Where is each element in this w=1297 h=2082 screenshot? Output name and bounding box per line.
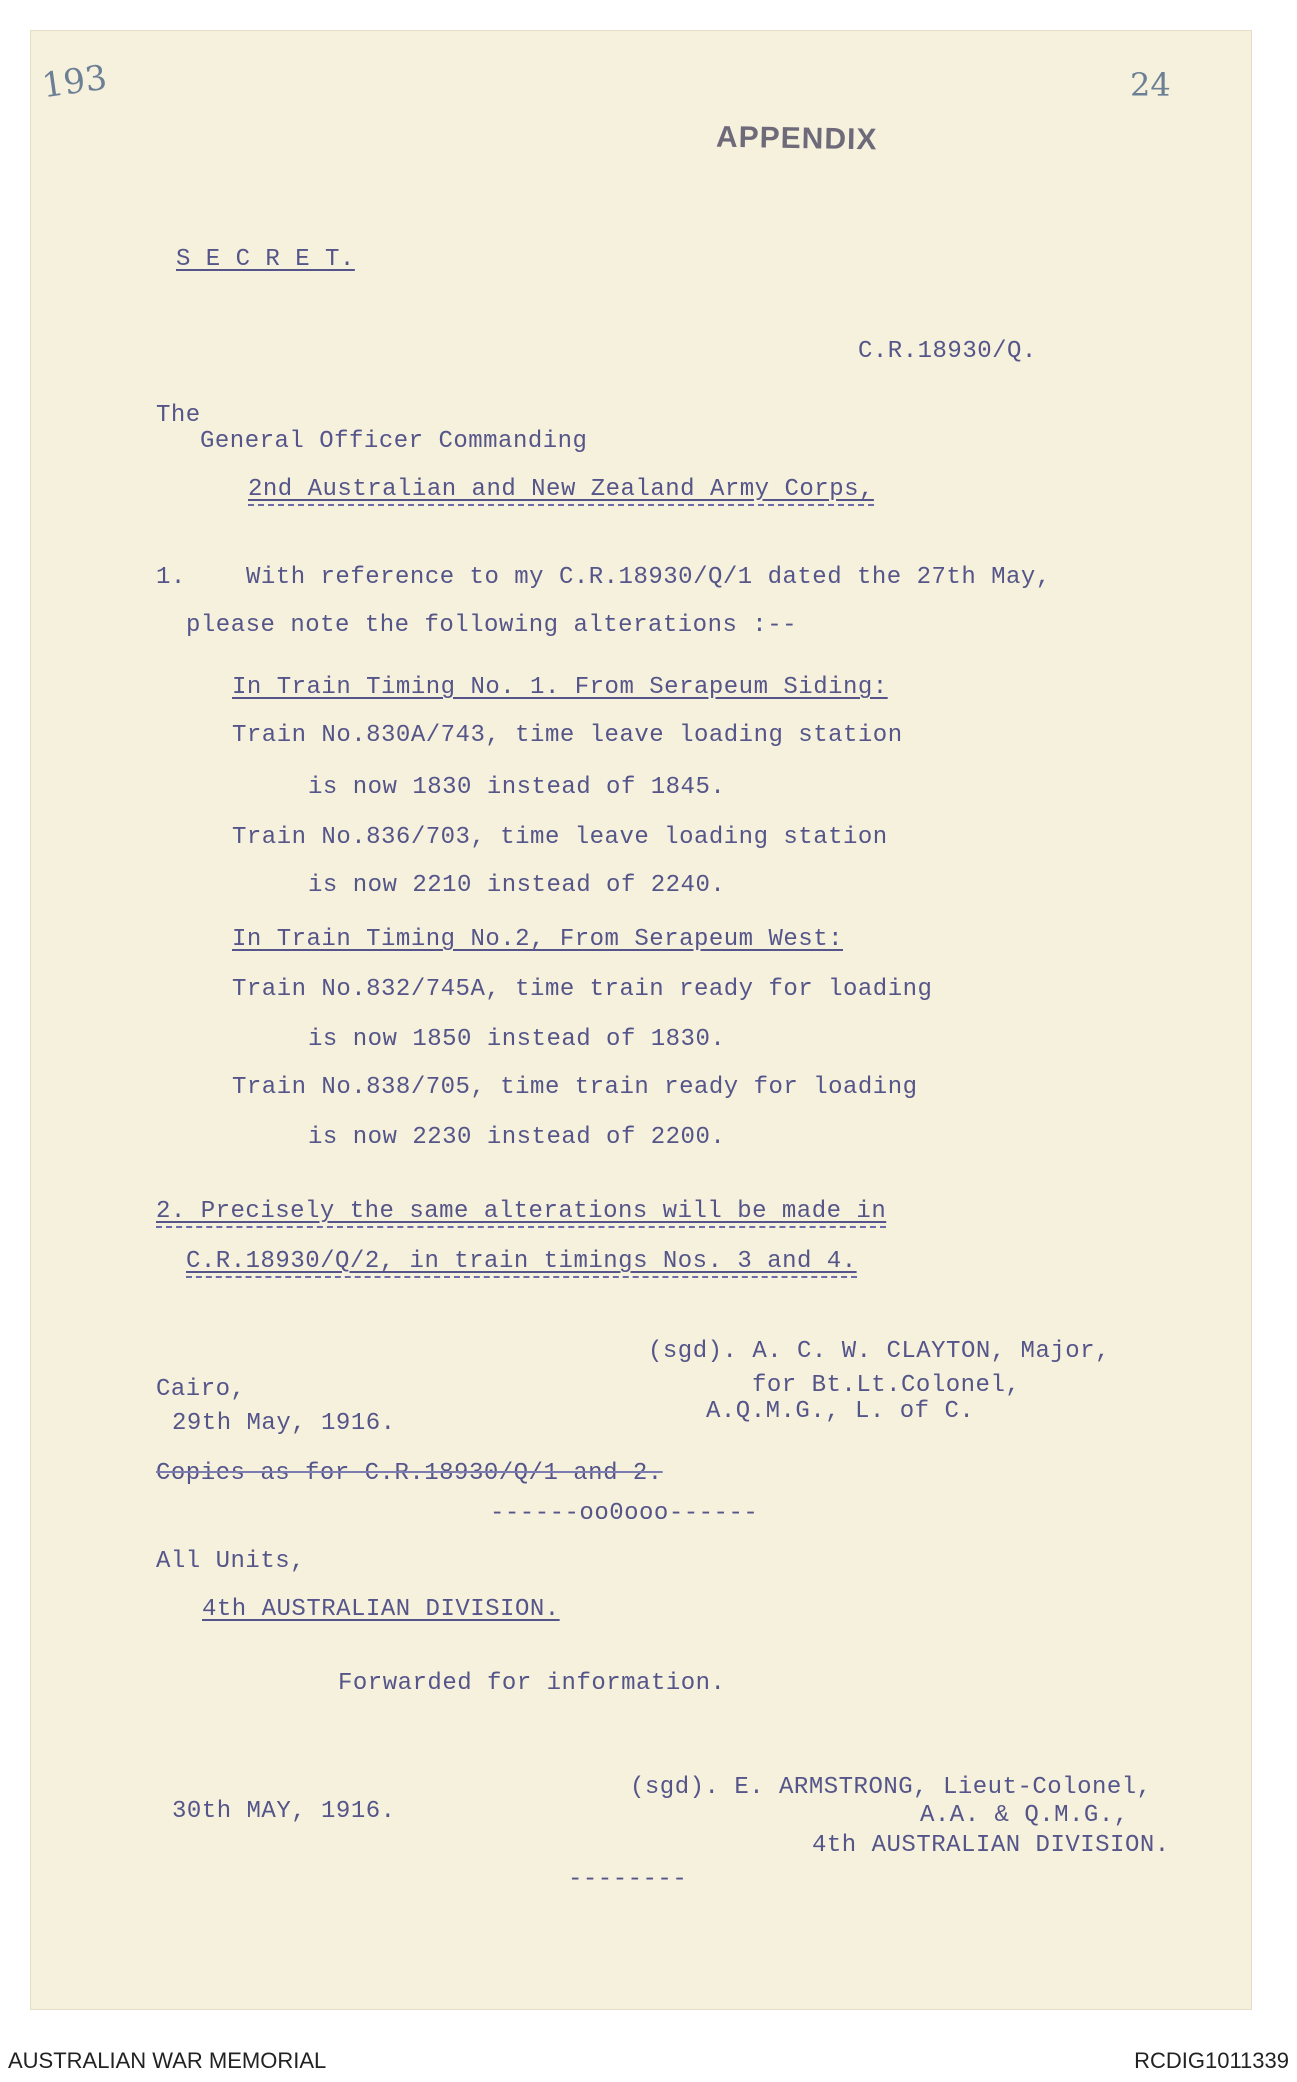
timing2-heading: In Train Timing No.2, From Serapeum West:	[232, 926, 843, 953]
forwarded-note: Forwarded for information.	[338, 1670, 726, 1697]
para1-line2: please note the following alterations :--	[186, 612, 797, 639]
addressee-unit: 2nd Australian and New Zealand Army Corps,	[248, 478, 874, 506]
addressee-the: The	[156, 402, 201, 429]
signature2-line3: 4th AUSTRALIAN DIVISION.	[812, 1832, 1170, 1859]
reference-number: C.R.18930/Q.	[858, 338, 1037, 365]
page-number-handwritten: 193	[39, 57, 110, 107]
date1: 29th May, 1916.	[172, 1410, 396, 1437]
signature1-line2: for Bt.Lt.Colonel,	[752, 1372, 1021, 1399]
signature1-line1: (sgd). A. C. W. CLAYTON, Major,	[648, 1338, 1110, 1365]
second-addressee-line2: 4th AUSTRALIAN DIVISION.	[202, 1596, 560, 1623]
timing1-line1: Train No.830A/743, time leave loading station	[232, 722, 903, 749]
timing1-line3: Train No.836/703, time leave loading station	[232, 824, 888, 851]
timing2-line4: is now 2230 instead of 2200.	[308, 1124, 726, 1151]
signature2-line1: (sgd). E. ARMSTRONG, Lieut-Colonel,	[630, 1774, 1152, 1801]
signature1-line3: A.Q.M.G., L. of C.	[706, 1398, 975, 1425]
timing1-line4: is now 2210 instead of 2240.	[308, 872, 726, 899]
para1-line1: With reference to my C.R.18930/Q/1 dated the 27th May,	[246, 564, 1051, 591]
timing2-line1: Train No.832/745A, time train ready for loading	[232, 976, 933, 1003]
divider: ------oo0ooo------	[490, 1500, 759, 1527]
footer-id: RCDIG1011339	[1134, 2048, 1289, 2073]
timing1-line2: is now 1830 instead of 1845.	[308, 774, 726, 801]
para2-line1: 2. Precisely the same alterations will be made in	[156, 1200, 886, 1228]
document-page	[30, 30, 1252, 2010]
end-rule: --------	[568, 1866, 688, 1893]
appendix-stamp: APPENDIX	[715, 120, 878, 157]
signature2-line2: A.A. & Q.M.G.,	[920, 1802, 1129, 1829]
second-addressee-line1: All Units,	[156, 1548, 306, 1575]
folio-number: 24	[1130, 66, 1171, 104]
place: Cairo,	[156, 1376, 246, 1403]
timing2-line2: is now 1850 instead of 1830.	[308, 1026, 726, 1053]
classification-secret: S E C R E T.	[176, 246, 355, 273]
timing2-line3: Train No.838/705, time train ready for loading	[232, 1074, 918, 1101]
para2-line2: C.R.18930/Q/2, in train timings Nos. 3 and 4.	[186, 1250, 857, 1278]
copies-note: Copies as for C.R.18930/Q/1 and 2.	[156, 1460, 663, 1487]
footer-source: AUSTRALIAN WAR MEMORIAL	[8, 2048, 327, 2073]
para1-number: 1.	[156, 564, 186, 591]
timing1-heading: In Train Timing No. 1. From Serapeum Siding:	[232, 674, 888, 701]
addressee-title: General Officer Commanding	[200, 428, 588, 455]
date2: 30th MAY, 1916.	[172, 1798, 396, 1825]
